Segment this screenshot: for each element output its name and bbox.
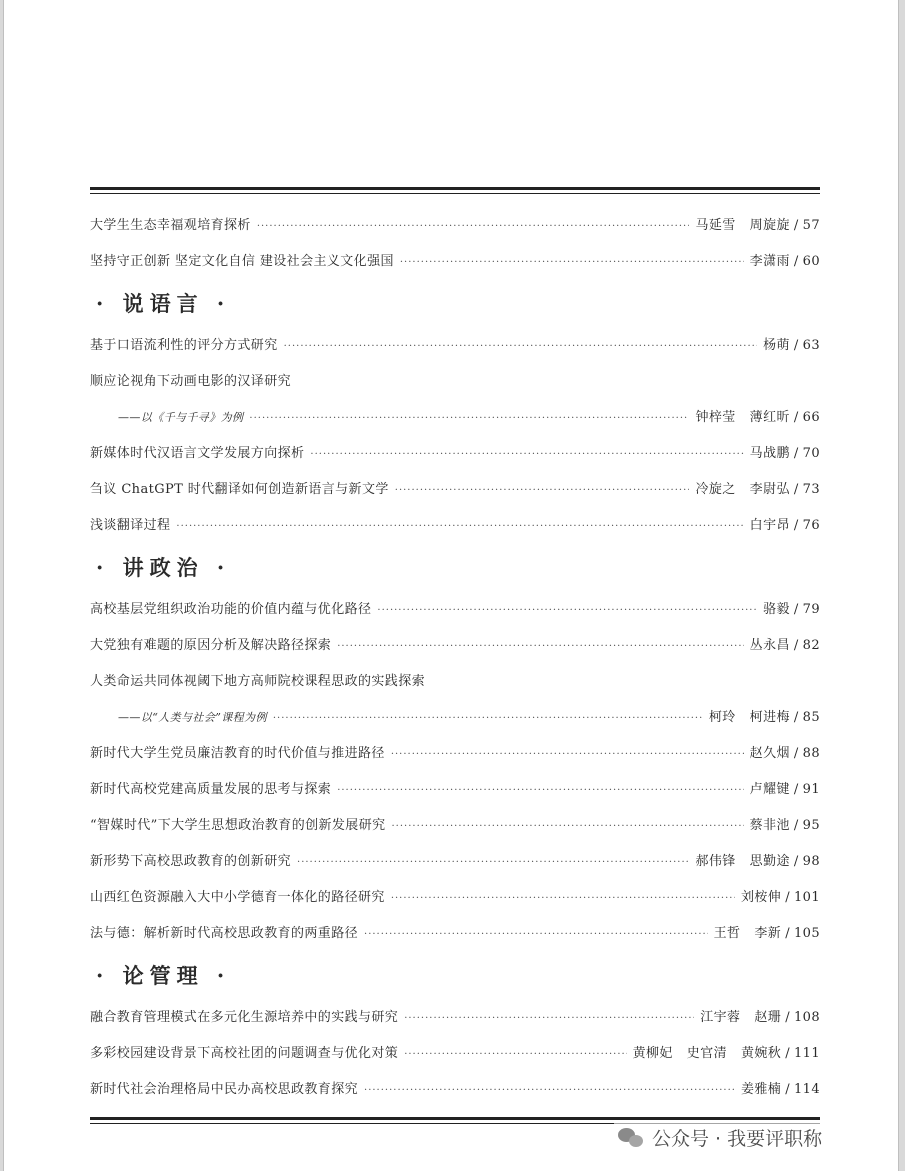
author-name: 王哲	[713, 926, 741, 941]
page-separator: /	[785, 926, 790, 941]
toc-entry-page: 91	[802, 782, 820, 797]
page-separator: /	[785, 1046, 790, 1061]
author-name: 思勤途	[749, 854, 790, 869]
toc-entry-authors	[750, 628, 790, 664]
dot-leader	[310, 437, 743, 473]
toc-entry	[90, 508, 820, 544]
author-name: 史官清	[686, 1046, 727, 1061]
page-separator: /	[793, 854, 799, 869]
toc-entry-page: 101	[793, 890, 820, 905]
toc-group-management	[90, 1000, 820, 1108]
toc-entry	[90, 436, 820, 472]
watermark-text: 公众号 · 我要评职称	[652, 1127, 823, 1150]
toc-group-a	[90, 208, 820, 280]
toc-entry-authors	[695, 400, 789, 436]
toc-entry-page: 76	[802, 518, 820, 533]
dot-leader	[273, 701, 703, 737]
toc-entry-page: 63	[802, 338, 820, 353]
page-separator: /	[793, 446, 799, 461]
toc-entry-title: 新时代大学生党员廉洁教育的时代价值与推进路径	[90, 746, 385, 761]
toc-entry-title: 坚持守正创新 坚定文化自信 建设社会主义文化强国	[90, 254, 394, 269]
toc-entry-authors	[741, 1072, 781, 1108]
author-name: 薄红昕	[749, 410, 790, 425]
toc-entry	[90, 664, 820, 700]
author-name: 白宇昂	[749, 518, 790, 533]
author-name: 冷旋之	[695, 482, 736, 497]
dot-leader	[297, 845, 689, 881]
toc-entry-title: 高校基层党组织政治功能的价值内蕴与优化路径	[90, 602, 372, 617]
page-separator: /	[793, 218, 799, 233]
toc-entry-authors	[750, 244, 790, 280]
section-heading-language: · 说语言 ·	[96, 291, 231, 316]
toc-entry-title: ——以“人类与社会”课程为例	[118, 711, 267, 724]
toc-entry-page: 66	[802, 410, 820, 425]
author-name: 柯进梅	[749, 710, 790, 725]
author-name: 丛永昌	[749, 638, 790, 653]
toc-entry	[90, 844, 820, 880]
author-name: 李新	[754, 926, 782, 941]
toc-entry-authors	[750, 772, 790, 808]
toc-entry-page: 111	[793, 1046, 820, 1061]
toc-entry-title: 人类命运共同体视阈下地方高师院校课程思政的实践探索	[90, 674, 426, 689]
author-name: 刘桉伸	[741, 890, 782, 905]
page-separator: /	[793, 410, 799, 425]
toc-entry-page: 60	[802, 254, 820, 269]
toc-entry	[90, 1072, 820, 1108]
dot-leader	[364, 1073, 735, 1109]
toc-entry	[90, 736, 820, 772]
toc-group-politics	[90, 592, 820, 952]
toc-entry	[90, 328, 820, 364]
toc-entry	[90, 916, 820, 952]
author-name: 江宇蓉	[700, 1010, 741, 1025]
dot-leader	[395, 473, 690, 509]
wechat-watermark	[614, 1122, 826, 1152]
toc-entry	[90, 880, 820, 916]
author-name: 姜雅楠	[741, 1082, 782, 1097]
dot-leader	[337, 773, 743, 809]
page-separator: /	[793, 254, 799, 269]
toc-entry-authors	[750, 508, 790, 544]
page-separator: /	[793, 518, 799, 533]
dot-leader	[337, 629, 743, 665]
toc-entry-authors	[709, 700, 790, 736]
toc-entry-page: 105	[793, 926, 820, 941]
author-name: 钟梓莹	[695, 410, 736, 425]
toc-entry-page: 95	[802, 818, 820, 833]
author-name: 柯玲	[708, 710, 736, 725]
toc-entry-title: 基于口语流利性的评分方式研究	[90, 338, 278, 353]
page-separator: /	[793, 818, 799, 833]
toc-entry-page: 70	[802, 446, 820, 461]
toc-entry-title: ——以《千与千寻》为例	[118, 411, 244, 424]
toc-entry-title: 新时代高校党建高质量发展的思考与探索	[90, 782, 332, 797]
toc-entry-authors	[700, 1000, 781, 1036]
dot-leader	[400, 245, 744, 281]
toc-entry	[90, 1036, 820, 1072]
toc-entry-page: 79	[802, 602, 820, 617]
toc-entry-authors	[750, 736, 790, 772]
toc-entry-authors	[633, 1036, 782, 1072]
toc-entry	[90, 772, 820, 808]
author-name: 马延雪	[695, 218, 736, 233]
dot-leader	[249, 401, 689, 437]
toc-entry-authors	[763, 328, 790, 364]
document-page	[3, 0, 899, 1171]
page-separator: /	[793, 602, 799, 617]
toc-entry-title: 法与德：解析新时代高校思政教育的两重路径	[90, 926, 359, 941]
toc-entry-page: 82	[802, 638, 820, 653]
toc-entry-title: 多彩校园建设背景下高校社团的问题调查与优化对策	[90, 1046, 399, 1061]
wechat-icon	[618, 1126, 644, 1148]
toc-entry-authors	[714, 916, 782, 952]
author-name: 郝伟锋	[695, 854, 736, 869]
dot-leader	[364, 917, 708, 953]
toc-entry	[90, 808, 820, 844]
page-separator: /	[793, 482, 799, 497]
toc-entry	[90, 244, 820, 280]
page-separator: /	[793, 338, 799, 353]
toc-entry-authors	[750, 808, 790, 844]
toc-entry	[90, 472, 820, 508]
section-heading-management: · 论管理 ·	[96, 963, 231, 988]
toc-entry-page: 57	[802, 218, 820, 233]
author-name: 蔡非池	[749, 818, 790, 833]
top-double-rule	[90, 187, 820, 194]
dot-leader	[404, 1001, 694, 1037]
toc-entry-title: 山西红色资源融入大中小学德育一体化的路径研究	[90, 890, 385, 905]
author-name: 骆毅	[763, 602, 790, 617]
dot-leader	[257, 209, 690, 245]
toc-entry	[90, 1000, 820, 1036]
toc-entry-authors	[741, 880, 781, 916]
toc-entry	[90, 364, 820, 400]
page-separator: /	[793, 782, 799, 797]
toc-entry-page: 73	[802, 482, 820, 497]
toc-entry	[90, 628, 820, 664]
toc-entry-title: 浅谈翻译过程	[90, 518, 171, 533]
toc-group-language	[90, 328, 820, 544]
dot-leader	[392, 809, 744, 845]
toc-entry-title: 融合教育管理模式在多元化生源培养中的实践与研究	[90, 1010, 399, 1025]
author-name: 杨萌	[763, 338, 790, 353]
author-name: 黄婉秋	[741, 1046, 782, 1061]
toc-entry	[90, 592, 820, 628]
dot-leader	[284, 329, 757, 365]
toc-entry-title: 新时代社会治理格局中民办高校思政教育探究	[90, 1082, 359, 1097]
author-name: 马战鹏	[749, 446, 790, 461]
toc-entry-title: 新形势下高校思政教育的创新研究	[90, 854, 292, 869]
author-name: 周旋旋	[749, 218, 790, 233]
page-separator: /	[785, 1082, 790, 1097]
toc-entry-title: 大学生生态幸福观培育探析	[90, 218, 251, 233]
toc-entry-page: 108	[793, 1010, 820, 1025]
page-separator: /	[785, 890, 790, 905]
dot-leader	[391, 737, 744, 773]
toc-entry-authors	[695, 472, 789, 508]
dot-leader	[391, 881, 735, 917]
toc-entry	[90, 208, 820, 244]
toc-entry-page: 85	[802, 710, 820, 725]
page-separator: /	[793, 710, 799, 725]
toc-entry-authors	[695, 208, 789, 244]
toc-entry-authors	[750, 436, 790, 472]
toc-entry-page: 114	[793, 1082, 820, 1097]
author-name: 卢耀键	[749, 782, 790, 797]
toc-entry	[90, 700, 820, 736]
dot-leader	[176, 509, 743, 545]
dot-leader	[404, 1037, 626, 1073]
toc-entry-page: 98	[802, 854, 820, 869]
author-name: 李潇雨	[749, 254, 790, 269]
toc-entry-page: 88	[802, 746, 820, 761]
toc-entry	[90, 400, 820, 436]
table-of-contents	[90, 208, 820, 1108]
author-name: 赵久烟	[749, 746, 790, 761]
dot-leader	[377, 593, 757, 629]
toc-entry-title: 大党独有难题的原因分析及解决路径探索	[90, 638, 332, 653]
toc-entry-authors	[695, 844, 789, 880]
toc-entry-authors	[763, 592, 790, 628]
author-name: 李尉弘	[749, 482, 790, 497]
page-separator: /	[785, 1010, 790, 1025]
page-separator: /	[793, 638, 799, 653]
section-heading-politics: · 讲政治 ·	[96, 555, 231, 580]
author-name: 赵珊	[754, 1010, 782, 1025]
toc-entry-title: 新媒体时代汉语言文学发展方向探析	[90, 446, 305, 461]
author-name: 黄柳妃	[632, 1046, 673, 1061]
toc-entry-title: 刍议 ChatGPT 时代翻译如何创造新语言与新文学	[90, 482, 389, 497]
toc-entry-title: “智媒时代”下大学生思想政治教育的创新发展研究	[90, 818, 386, 833]
toc-entry-title: 顺应论视角下动画电影的汉译研究	[90, 374, 292, 389]
page-separator: /	[793, 746, 799, 761]
